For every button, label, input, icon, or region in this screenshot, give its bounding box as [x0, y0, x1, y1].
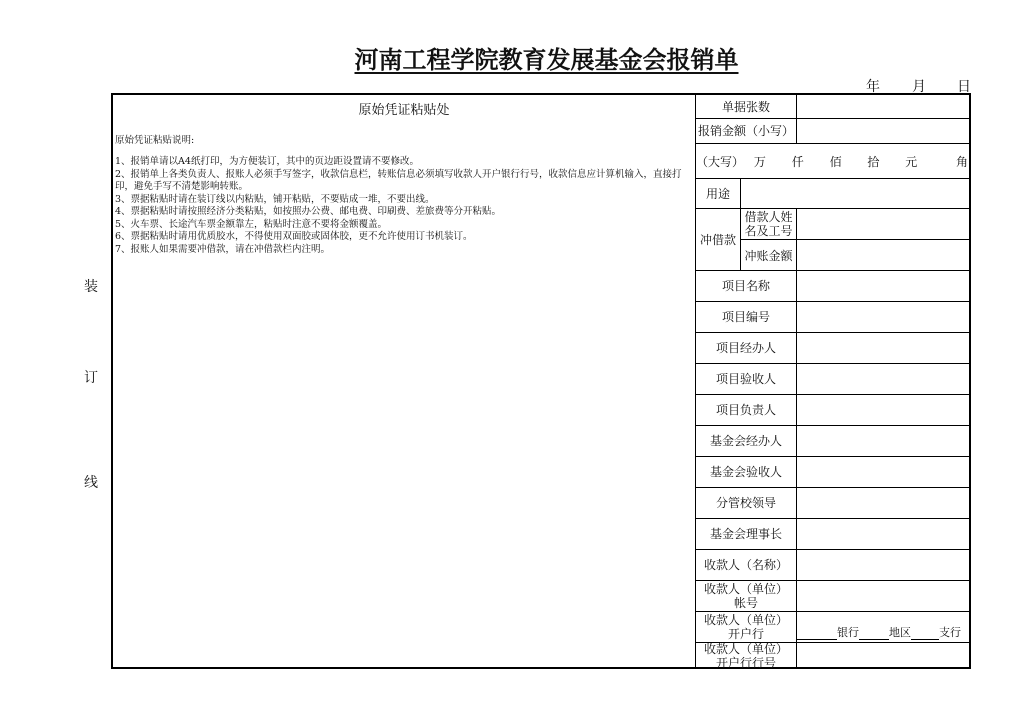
project-leader-row [696, 395, 971, 426]
bank-name-blank[interactable] [797, 639, 837, 640]
project-handler-field[interactable] [797, 333, 971, 363]
region-suffix: 地区 [889, 626, 911, 639]
project-no-row [696, 302, 971, 333]
project-leader-field[interactable] [797, 395, 971, 425]
binding-char-2: 订 [84, 370, 98, 386]
borrower-field[interactable] [797, 209, 971, 240]
instruction-item: 6、票据粘贴时请用优质胶水，不得使用双面胶或固体胶，更不允许使用订书机装订。 [115, 231, 473, 242]
offset-loan-label: 冲借款 [696, 209, 741, 270]
paste-instructions-list [113, 146, 695, 256]
school-leader-label: 分管校领导 [696, 488, 797, 518]
date-year-label: 年 [866, 79, 880, 95]
unit-bai: 佰 [829, 154, 842, 169]
instruction-item: 5、火车票、长途汽车票金额靠左，粘贴时注意不要将金额覆盖。 [115, 218, 388, 230]
receipt-count-field[interactable] [797, 95, 971, 118]
offset-amount-field[interactable] [797, 240, 971, 271]
project-leader-label: 项目负责人 [696, 395, 797, 425]
voucher-paste-area[interactable] [113, 95, 696, 667]
receipt-count-label: 单据张数 [696, 95, 797, 118]
instruction-item: 1、报销单请以A4纸打印，为方便装订，其中的页边距设置请不要修改。 [115, 156, 419, 167]
payee-bank-no-row [696, 643, 971, 669]
project-name-row [696, 271, 971, 302]
project-name-label: 项目名称 [696, 271, 797, 301]
reimbursement-form [111, 93, 971, 669]
date-day-label: 日 [957, 79, 971, 95]
amount-small-field[interactable] [797, 119, 971, 143]
foundation-acceptor-row [696, 457, 971, 488]
payee-bank-no-label: 收款人（单位）开户行行号 [696, 643, 797, 669]
offset-amount-label: 冲账金额 [741, 240, 797, 271]
binding-char-3: 线 [84, 475, 98, 491]
branch-blank[interactable] [911, 639, 939, 640]
amount-capital-row[interactable] [696, 144, 971, 179]
payee-bank-label: 收款人（单位）开户行 [696, 612, 797, 642]
form-fields [696, 95, 971, 670]
date-month-label: 月 [912, 79, 926, 95]
project-acceptor-field[interactable] [797, 364, 971, 394]
borrower-label: 借款人姓名及工号 [741, 209, 797, 240]
foundation-chairman-label: 基金会理事长 [696, 519, 797, 549]
unit-jiao: 角 [955, 154, 968, 169]
payee-account-label: 收款人（单位）帐号 [696, 581, 797, 611]
offset-loan-row [696, 209, 971, 271]
payee-name-row [696, 550, 971, 581]
school-leader-row [696, 488, 971, 519]
unit-yuan: 元 [905, 154, 918, 169]
amount-small-row [696, 119, 971, 144]
instruction-item: 4、票据粘贴时请按照经济分类粘贴，如按照办公费、邮电费、印刷费、差旅费等分开粘贴。 [115, 206, 502, 217]
project-handler-row [696, 333, 971, 364]
unit-qian: 仟 [791, 154, 804, 169]
purpose-field[interactable] [741, 179, 971, 208]
payee-bank-no-field[interactable] [797, 643, 971, 669]
purpose-row [696, 179, 971, 209]
project-acceptor-row [696, 364, 971, 395]
paste-area-title: 原始凭证粘贴处 [358, 103, 450, 118]
paste-instructions-heading: 原始凭证粘贴说明: [115, 135, 195, 146]
foundation-handler-row [696, 426, 971, 457]
form-title: 河南工程学院教育发展基金会报销单 [354, 45, 739, 74]
foundation-handler-label: 基金会经办人 [696, 426, 797, 456]
payee-account-field[interactable] [797, 581, 971, 611]
instruction-item: 7、报账人如果需要冲借款，请在冲借款栏内注明。 [115, 243, 331, 255]
amount-small-label: 报销金额（小写） [696, 119, 797, 143]
foundation-acceptor-field[interactable] [797, 457, 971, 487]
instruction-item: 2、报销单上各类负责人、报账人必须手写签字，收款信息栏，转账信息必须填写收款人开户银行行号，收款信息应计算机输入，直接打印，避免手写不清楚影响转账。 [115, 168, 682, 192]
bank-suffix: 银行 [837, 626, 859, 639]
amount-capital-label: （大写） [696, 154, 745, 169]
project-no-field[interactable] [797, 302, 971, 332]
binding-char-1: 装 [84, 279, 98, 295]
receipt-count-row [696, 95, 971, 119]
purpose-label: 用途 [696, 179, 741, 208]
payee-bank-row [696, 612, 971, 643]
branch-suffix: 支行 [939, 626, 961, 639]
foundation-chairman-row [696, 519, 971, 550]
project-acceptor-label: 项目验收人 [696, 364, 797, 394]
instruction-item: 3、票据粘贴时请在装订线以内粘贴，铺开粘贴，不要贴成一堆，不要出线。 [115, 193, 435, 205]
foundation-handler-field[interactable] [797, 426, 971, 456]
project-no-label: 项目编号 [696, 302, 797, 332]
unit-shi: 拾 [867, 154, 880, 169]
payee-bank-field[interactable] [797, 624, 961, 640]
unit-wan: 万 [753, 154, 766, 169]
foundation-acceptor-label: 基金会验收人 [696, 457, 797, 487]
payee-name-field[interactable] [797, 550, 971, 580]
project-name-field[interactable] [797, 271, 971, 301]
payee-account-row [696, 581, 971, 612]
project-handler-label: 项目经办人 [696, 333, 797, 363]
foundation-chairman-field[interactable] [797, 519, 971, 549]
payee-name-label: 收款人（名称） [696, 550, 797, 580]
school-leader-field[interactable] [797, 488, 971, 518]
region-blank[interactable] [859, 639, 889, 640]
amount-capital-field[interactable] [696, 144, 971, 178]
